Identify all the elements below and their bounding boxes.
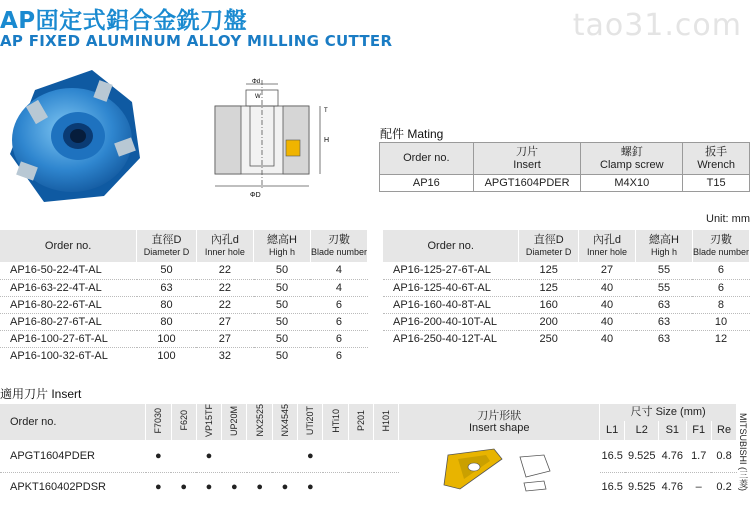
size-cell: 100 xyxy=(157,349,176,362)
size-cell: 22 xyxy=(196,296,253,313)
size-header-blades: 刃數 Blade number xyxy=(310,230,367,262)
mating-cell: M4X10 xyxy=(581,175,683,192)
grade-header: F7030 xyxy=(146,404,171,440)
mating-row xyxy=(380,175,750,192)
size-value: 4.76 xyxy=(659,440,686,472)
grade-mark: ● xyxy=(155,481,162,494)
grade-header: NX4545 xyxy=(272,404,297,440)
size-cell: 4 xyxy=(310,279,367,296)
size-row xyxy=(0,347,368,364)
size-cell: 50 xyxy=(254,279,311,296)
insert-shape-icon xyxy=(424,445,574,497)
size-cell: 8 xyxy=(692,296,749,313)
size-value: 0.2 xyxy=(716,481,732,494)
size-header-height: 總高H High h xyxy=(254,230,311,262)
mating-header-screw: 螺釘 Clamp screw xyxy=(581,143,683,175)
grade-mark xyxy=(323,440,348,472)
size-cell: 63 xyxy=(137,279,196,296)
size-row xyxy=(383,296,750,313)
order-no-cell: AP16-160-40-8T-AL xyxy=(383,296,519,313)
order-no-cell: AP16-125-27-6T-AL xyxy=(383,262,519,279)
size-cell: 6 xyxy=(310,313,367,330)
size-cell: 6 xyxy=(692,279,749,296)
mating-header-order: Order no. xyxy=(380,143,474,175)
title-chinese: AP固定式鋁合金銑刀盤 xyxy=(0,8,248,34)
insert-row xyxy=(0,440,750,472)
grade-mark: ● xyxy=(230,481,238,494)
dim-label-w: W xyxy=(255,94,261,100)
size-table-left xyxy=(0,230,368,364)
grade-mark xyxy=(374,440,399,472)
watermark: tao31.com xyxy=(572,8,742,43)
size-cell: 6 xyxy=(692,262,749,279)
size-cell: 22 xyxy=(196,279,253,296)
grade-mark xyxy=(348,440,373,472)
order-no-cell: AP16-50-22-4T-AL xyxy=(0,262,137,279)
size-value: 9.525 xyxy=(625,440,659,472)
size-table-right xyxy=(383,230,750,347)
size-cell: 50 xyxy=(275,349,289,362)
insert-table xyxy=(0,404,750,502)
size-cell: 63 xyxy=(636,313,693,330)
size-cell: 50 xyxy=(254,330,311,347)
size-cell: 32 xyxy=(218,349,231,362)
size-col-header: F1 xyxy=(686,421,711,440)
size-cell: 63 xyxy=(636,296,693,313)
size-cell: 4 xyxy=(310,262,367,279)
size-cell: 6 xyxy=(310,296,367,313)
order-no-cell: AP16-80-22-6T-AL xyxy=(0,296,137,313)
size-cell: 100 xyxy=(137,330,196,347)
size-row xyxy=(383,279,750,296)
size-cell: 6 xyxy=(335,349,343,362)
size-col-header: Re xyxy=(711,421,736,440)
size-cell: 250 xyxy=(539,332,558,345)
order-no-cell: AP16-125-40-6T-AL xyxy=(383,279,519,296)
size-mm-header: 尺寸 Size (mm) xyxy=(600,404,737,421)
size-row xyxy=(0,313,368,330)
size-row xyxy=(0,262,368,279)
size-value: 0.8 xyxy=(711,440,736,472)
order-no-cell: AP16-63-22-4T-AL xyxy=(0,279,137,296)
size-cell: 10 xyxy=(692,313,749,330)
size-cell: 50 xyxy=(254,296,311,313)
grade-mark: ● xyxy=(205,481,213,494)
dim-label-h: H xyxy=(324,137,330,144)
order-no-cell: AP16-200-40-10T-AL xyxy=(383,313,519,330)
technical-drawing xyxy=(200,78,350,200)
size-value: 16.5 xyxy=(600,440,625,472)
size-row xyxy=(0,296,368,313)
size-cell: 63 xyxy=(657,332,671,345)
grade-mark: ● xyxy=(146,440,171,472)
size-col-header: S1 xyxy=(659,421,686,440)
insert-label: 適用刀片 Insert xyxy=(0,387,82,401)
mating-label: 配件 Mating xyxy=(380,127,444,141)
insert-shape-drawing xyxy=(399,440,600,502)
size-cell: 27 xyxy=(196,313,253,330)
size-cell: 22 xyxy=(196,262,253,279)
dim-label-t: T xyxy=(324,108,328,114)
size-row xyxy=(383,262,750,279)
size-header-blades: 刃數 Blade number xyxy=(692,230,749,262)
insert-order: APGT1604PDER xyxy=(0,440,146,472)
size-cell: 55 xyxy=(636,262,693,279)
insert-order: APKT160402PDSR xyxy=(10,481,106,494)
size-header-diameter: 直徑D Diameter D xyxy=(519,230,578,262)
cutter-photo xyxy=(0,62,145,207)
brand-label: MITSUBISHI (三菱) xyxy=(737,404,750,502)
grade-mark: ● xyxy=(281,481,289,494)
dim-label-small-d: Φd xyxy=(252,79,261,85)
mating-cell: AP16 xyxy=(380,175,474,192)
size-header-inner-hole: 內孔d Inner hole xyxy=(196,230,253,262)
size-header-order: Order no. xyxy=(383,230,519,262)
size-value: 1.7 xyxy=(686,440,711,472)
order-no-cell: AP16-100-32-6T-AL xyxy=(10,349,108,362)
size-cell: 27 xyxy=(578,262,635,279)
insert-row xyxy=(0,472,750,502)
grade-header: F620 xyxy=(171,404,196,440)
size-row xyxy=(0,279,368,296)
size-row xyxy=(0,330,368,347)
grade-mark xyxy=(247,440,272,472)
size-cell: 40 xyxy=(578,296,635,313)
size-cell: 80 xyxy=(137,313,196,330)
grade-mark: ● xyxy=(298,440,323,472)
size-cell: 50 xyxy=(254,262,311,279)
mating-cell: T15 xyxy=(683,175,750,192)
grade-mark xyxy=(348,472,373,502)
size-cell: 50 xyxy=(254,313,311,330)
grade-mark: ● xyxy=(256,481,263,494)
mating-table xyxy=(379,142,750,192)
size-header-diameter: 直徑D Diameter D xyxy=(137,230,196,262)
mating-header-wrench: 扳手 Wrench xyxy=(683,143,750,175)
dim-label-d: ΦD xyxy=(250,192,261,199)
grade-header: UP20M xyxy=(222,404,247,440)
mating-header-insert: 刀片 Insert xyxy=(473,143,581,175)
size-row xyxy=(383,313,750,330)
grade-mark: ● xyxy=(180,481,187,494)
size-cell: 125 xyxy=(519,262,578,279)
order-no-cell: AP16-250-40-12T-AL xyxy=(393,332,497,345)
size-col-header: L1 xyxy=(600,421,625,440)
grade-header: VP15TF xyxy=(196,404,221,440)
size-header-height: 總高H High h xyxy=(636,230,693,262)
size-cell: 40 xyxy=(600,332,614,345)
size-cell: 160 xyxy=(519,296,578,313)
grade-header: P201 xyxy=(348,404,373,440)
order-no-cell: AP16-80-27-6T-AL xyxy=(0,313,137,330)
grade-mark xyxy=(222,440,247,472)
size-cell: 27 xyxy=(196,330,253,347)
size-cell: 55 xyxy=(636,279,693,296)
size-value: – xyxy=(695,481,702,494)
grade-mark xyxy=(323,472,348,502)
size-value: 16.5 xyxy=(601,481,623,494)
grade-header: H101 xyxy=(374,404,399,440)
size-cell: 40 xyxy=(578,313,635,330)
size-cell: 80 xyxy=(137,296,196,313)
grade-mark xyxy=(272,440,297,472)
size-cell: 6 xyxy=(310,330,367,347)
insert-shape-header: 刀片形狀 Insert shape xyxy=(399,404,600,440)
mating-cell: APGT1604PDER xyxy=(473,175,581,192)
grade-header: HTi10 xyxy=(323,404,348,440)
size-value: 4.76 xyxy=(661,481,684,494)
grade-mark xyxy=(374,472,399,502)
title-english: AP FIXED ALUMINUM ALLOY MILLING CUTTER xyxy=(0,32,393,50)
size-col-header: L2 xyxy=(625,421,659,440)
size-cell: 12 xyxy=(714,332,728,345)
size-header-order: Order no. xyxy=(0,230,137,262)
size-cell: 125 xyxy=(519,279,578,296)
size-cell: 200 xyxy=(519,313,578,330)
size-cell: 50 xyxy=(137,262,196,279)
grade-header: UTi20T xyxy=(298,404,323,440)
grade-mark: ● xyxy=(306,481,314,494)
insert-header-order: Order no. xyxy=(0,404,146,440)
grade-header: NX2525 xyxy=(247,404,272,440)
order-no-cell: AP16-100-27-6T-AL xyxy=(0,330,137,347)
size-row xyxy=(383,330,750,347)
grade-mark xyxy=(171,440,196,472)
size-value: 9.525 xyxy=(627,481,656,494)
size-cell: 40 xyxy=(578,279,635,296)
grade-mark: ● xyxy=(196,440,221,472)
size-header-inner-hole: 內孔d Inner hole xyxy=(578,230,635,262)
unit-label: Unit: mm xyxy=(706,213,750,225)
